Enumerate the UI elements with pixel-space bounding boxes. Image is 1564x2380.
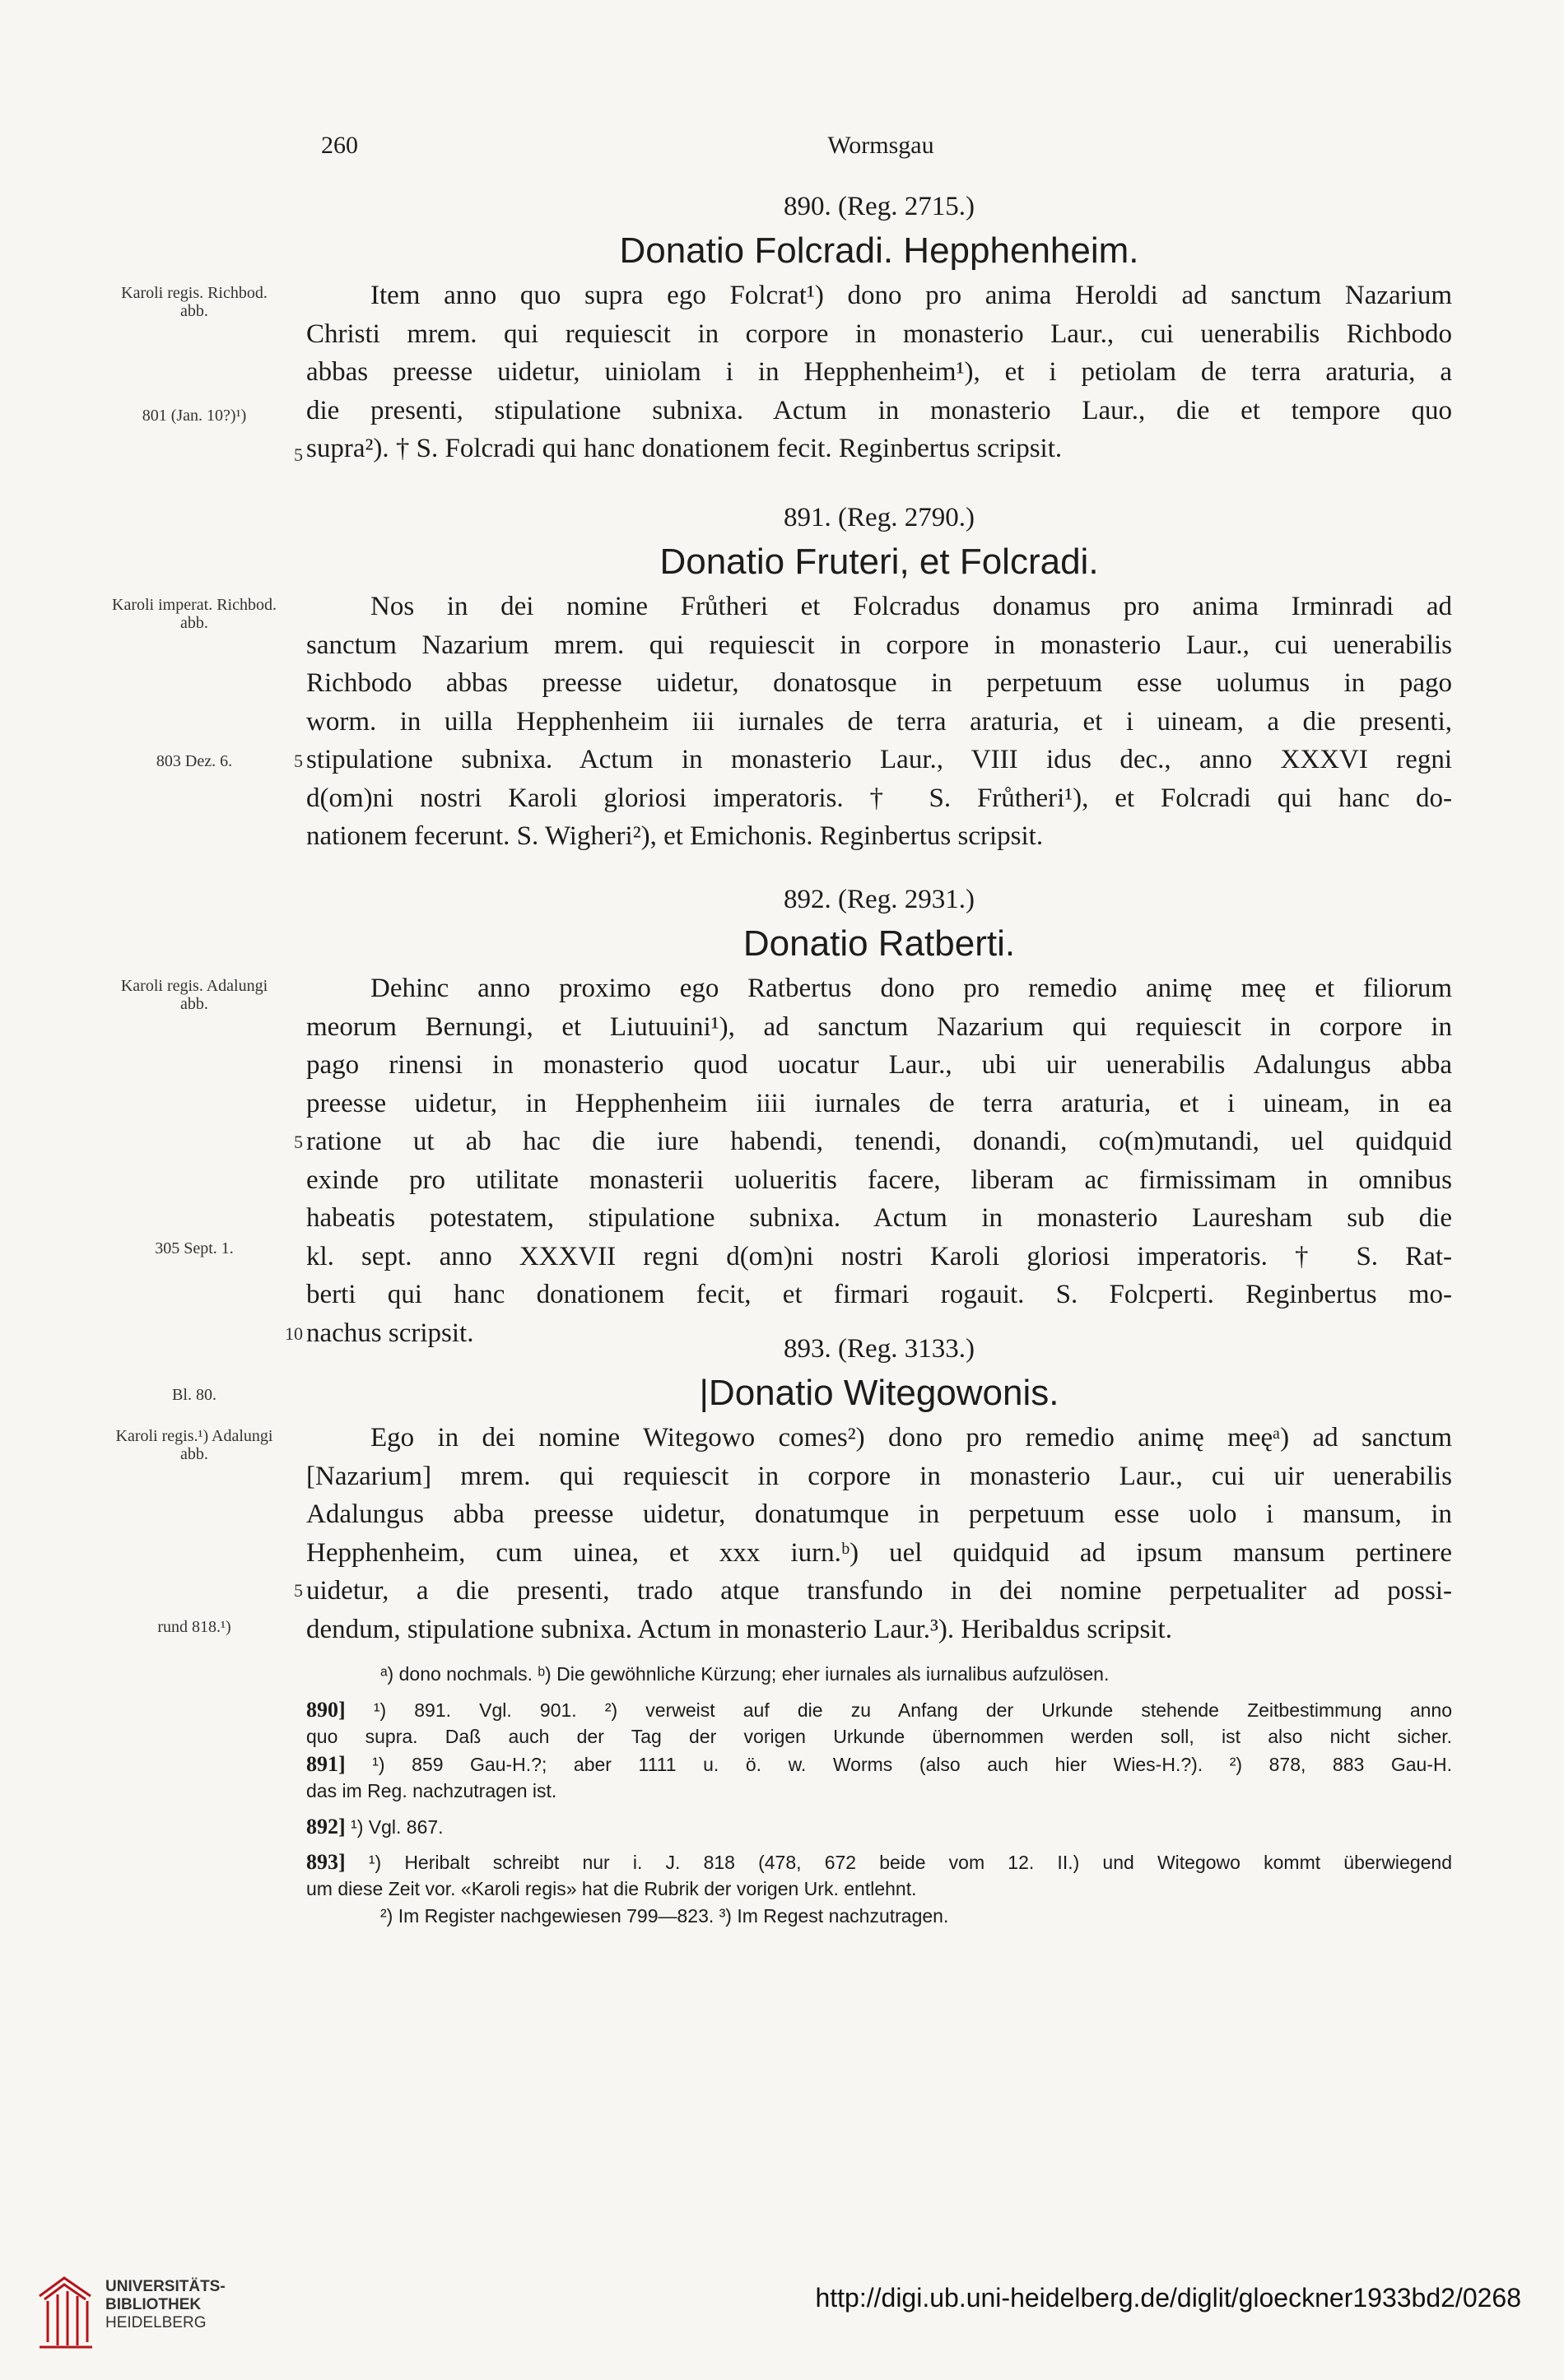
library-name: UNIVERSITÄTS- BIBLIOTHEK HEIDELBERG	[105, 2278, 226, 2331]
permalink-url[interactable]: http://digi.ub.uni-heidelberg.de/diglit/gloeckner1933bd2/0268	[815, 2283, 1521, 2313]
footnote-line: 890] ¹) 891. Vgl. 901. ²) verweist auf die zu Anfang der Urkunde stehende Zeitbestimmung anno	[306, 1698, 1452, 1722]
text-line: nachus scripsit.	[306, 1318, 474, 1348]
running-title: Wormsgau	[827, 132, 934, 159]
text-line: uidetur, a die presenti, trado atque transfundo in dei nomine perpetualiter ad possi-	[306, 1576, 1452, 1606]
margin-note: Karoli regis. Richbod. abb.	[121, 284, 268, 320]
line-number: 5	[294, 1132, 303, 1152]
text-line: preesse uidetur, in Hepphenheim iiii iurnales de terra araturia, et i uineam, in ea	[306, 1088, 1452, 1118]
footnote-line: 892] ¹) Vgl. 867.	[306, 1815, 444, 1838]
footnote-label: 891]	[306, 1752, 346, 1776]
footnote-label: 893]	[306, 1850, 346, 1874]
text-line: meorum Bernungi, et Liutuuini¹), ad sanctum Nazarium qui requiescit in corpore in	[306, 1011, 1452, 1042]
ub-heidelberg-logo-icon	[33, 2271, 97, 2352]
text-line: Dehinc anno proximo ego Ratbertus dono pro remedio animę meę et filiorum	[370, 974, 1452, 1003]
charter-title: Donatio Fruteri, et Folcradi.	[659, 542, 1099, 582]
charter-number: 891. (Reg. 2790.)	[784, 503, 975, 532]
charter-number: 890. (Reg. 2715.)	[784, 192, 975, 221]
text-line: supra²). † S. Folcradi qui hanc donationem fecit. Reginbertus scripsit.	[306, 434, 1063, 463]
footnote-line: ²) Im Register nachgewiesen 799—823. ³) Im Regest nachzutragen.	[380, 1905, 949, 1927]
line-number: 5	[294, 751, 303, 771]
text-line: ratione ut ab hac die iure habendi, tenendi, donandi, co(m)mutandi, uel quidquid	[306, 1127, 1452, 1156]
footnote-line: 891] ¹) 859 Gau-H.?; aber 1111 u. ö. w. Worms (also auch hier Wies-H.?). ²) 878, 883 Gau-H.	[306, 1752, 1452, 1776]
page-header	[313, 132, 1449, 165]
text-line: Hepphenheim, cum uinea, et xxx iurn.ᵇ) uel quidquid ad ipsum mansum pertinere	[306, 1537, 1452, 1568]
margin-note: Karoli imperat. Richbod. abb.	[112, 596, 277, 632]
footnote-label: 892]	[306, 1815, 346, 1838]
charter-892	[306, 881, 1452, 1352]
text-line: die presenti, stipulatione subnixa. Actum in monasterio Laur., die et tempore quo	[306, 395, 1452, 425]
charter-title: Donatio Ratberti.	[742, 923, 1016, 964]
margin-date: 801 (Jan. 10?)¹)	[142, 407, 247, 425]
footnote-line: 893] ¹) Heribalt schreibt nur i. J. 818 (478, 672 beide vom 12. II.) und Witegowo kommt überwiegend	[306, 1850, 1452, 1874]
charter-title: Donatio Folcradi. Hepphenheim.	[619, 230, 1139, 271]
footnote-line: das im Reg. nachzutragen ist.	[306, 1780, 557, 1801]
charter-number: 892. (Reg. 2931.)	[784, 885, 975, 914]
footnote-line: um diese Zeit vor. «Karoli regis» hat die Rubrik der vorigen Urk. entlehnt.	[306, 1878, 917, 1899]
line-number: 5	[294, 444, 303, 465]
margin-note: Karoli regis. Adalungi abb.	[120, 977, 268, 1013]
margin-note: Karoli regis.¹) Adalungi abb.	[115, 1427, 273, 1463]
footnote-line: quo supra. Daß auch der Tag der vorigen Urkunde übernommen werden soll, ist also nicht sicher.	[306, 1726, 1452, 1747]
text-line: Nos in dei nomine Frůtheri et Folcradus donamus pro anima Irminradi ad	[370, 592, 1452, 621]
margin-date: 305 Sept. 1.	[155, 1239, 234, 1257]
charter-891	[306, 499, 1452, 856]
margin-date: 803 Dez. 6.	[156, 752, 233, 770]
charter-893	[306, 1330, 1452, 1648]
footer-bar	[0, 2255, 1564, 2380]
charter-890	[306, 188, 1452, 468]
footnote-label: 890]	[306, 1698, 346, 1722]
charter-number: 893. (Reg. 3133.)	[784, 1334, 975, 1364]
text-line: worm. in uilla Hepphenheim iii iurnales de terra araturia, et i uineam, a die presenti,	[306, 706, 1452, 737]
text-line: exinde pro utilitate monasterii uolueritis facere, liberam ac firmissimam in omnibus	[306, 1164, 1452, 1195]
text-line: Adalungus abba preesse uidetur, donatumque in perpetuum esse uolo i mansum, in	[306, 1499, 1452, 1529]
line-number: 10	[285, 1323, 303, 1344]
text-line: pago rinensi in monasterio quod uocatur Laur., ubi uir uenerabilis Adalungus abba	[306, 1050, 1452, 1080]
text-line: dendum, stipulatione subnixa. Actum in monasterio Laur.³). Heribaldus scripsit.	[306, 1614, 1172, 1644]
text-line: nationem fecerunt. S. Wigheri²), et Emichonis. Reginbertus scripsit.	[306, 821, 1044, 851]
charter-title: |Donatio Witegowonis.	[699, 1373, 1059, 1413]
text-line: Ego in dei nomine Witegowo comes²) dono pro remedio animę meęᵃ) ad sanctum	[370, 1423, 1452, 1453]
text-line: [Nazarium] mrem. qui requiescit in corpore in monasterio Laur., cui uir uenerabilis	[306, 1461, 1452, 1491]
text-line: abbas preesse uidetur, uiniolam i in Hepphenheim¹), et i petiolam de terra araturia, a	[306, 357, 1452, 387]
text-line: Christi mrem. qui requiescit in corpore in monasterio Laur., cui uenerabilis Richbodo	[306, 318, 1452, 349]
text-line: kl. sept. anno XXXVII regni d(om)ni nostri Karoli gloriosi imperatoris. † S. Rat-	[306, 1241, 1452, 1271]
page-number: 260	[321, 132, 358, 159]
text-line: berti qui hanc donationem fecit, et firmari rogauit. S. Folcperti. Reginbertus mo-	[306, 1280, 1452, 1309]
footnotes	[306, 1661, 1452, 1930]
text-line: Richbodo abbas preesse uidetur, donatosque in perpetuum esse uolumus in pago	[306, 668, 1452, 698]
text-line: sanctum Nazarium mrem. qui requiescit in corpore in monasterio Laur., cui uenerabilis	[306, 630, 1452, 660]
margin-date: rund 818.¹)	[157, 1618, 231, 1636]
footnote-line: ᵃ) dono nochmals. ᵇ) Die gewöhnliche Kürzung; eher iurnales als iurnalibus aufzulösen.	[380, 1663, 1110, 1685]
text-line: stipulatione subnixa. Actum in monasterio Laur., VIII idus dec., anno XXXVI regni	[306, 745, 1452, 774]
text-line: d(om)ni nostri Karoli gloriosi imperatoris. † S. Frůtheri¹), et Folcradi qui hanc do-	[306, 783, 1452, 813]
folio-reference: Bl. 80.	[172, 1386, 216, 1404]
line-number: 5	[294, 1580, 303, 1601]
text-line: habeatis potestatem, stipulatione subnixa. Actum in monasterio Lauresham sub die	[306, 1203, 1452, 1233]
text-line: Item anno quo supra ego Folcrat¹) dono pro anima Heroldi ad sanctum Nazarium	[370, 281, 1452, 310]
